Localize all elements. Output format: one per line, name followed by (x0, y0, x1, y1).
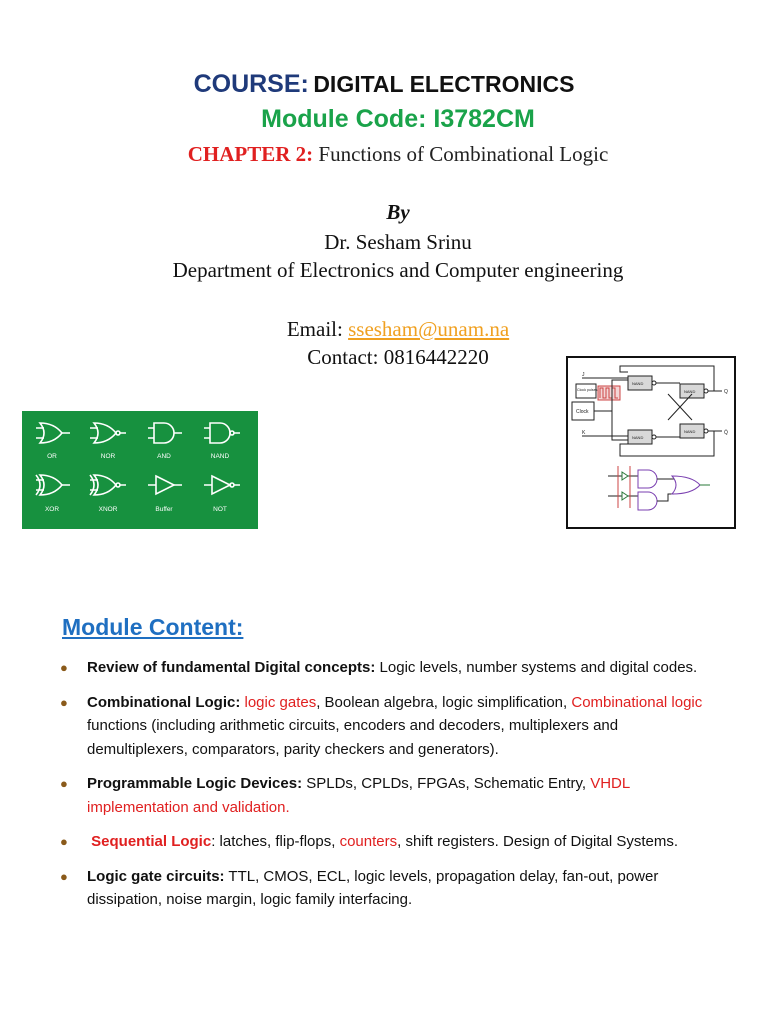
xnor-gate-icon (90, 475, 126, 495)
item-text: TTL, CMOS, ECL, logic levels, propagation delay, fan-out, power dissipation, noise margin, logic family interfacing. (87, 867, 659, 908)
item-text: functions (including arithmetic circuits, encoders and decoders, multiplexers and demultiplexers, comparators, parity checkers and generators). (87, 717, 619, 758)
list-item (60, 865, 710, 912)
logic-gates-svg (22, 411, 258, 529)
course-title (0, 70, 768, 99)
circuit-label-q-bar: Q̄ (724, 430, 728, 436)
buffer-gate-icon (148, 476, 182, 494)
gate-label-xnor: XNOR (98, 506, 118, 513)
circuit-label-j: J (582, 372, 585, 378)
circuit-label-nand-3: NAND (684, 389, 696, 394)
chapter-title (0, 142, 768, 167)
circuit-label-nand-2: NAND (632, 435, 644, 440)
email-label: Email: (286, 317, 343, 341)
contact-line: Contact: 0816442220 (307, 345, 489, 369)
bullet-icon: ● (60, 868, 68, 884)
item-text: Logic levels, number systems and digital codes. (375, 659, 698, 676)
item-heading: Sequential Logic (91, 833, 212, 850)
item-highlight: logic gates (244, 693, 317, 711)
circuit-label-q: Q (724, 389, 728, 395)
course-name: DIGITAL ELECTRONICS (313, 71, 575, 97)
by-label: By (386, 200, 410, 224)
gate-label-nor: NOR (100, 453, 116, 460)
gate-label-or: OR (47, 453, 57, 460)
course-label: COURSE: (193, 70, 309, 98)
bullet-icon: ● (60, 694, 68, 710)
circuit-label-k: K (582, 430, 586, 436)
department: Department of Electronics and Computer engineering (172, 258, 624, 282)
item-heading: Combinational Logic: (87, 693, 241, 711)
author-name: Dr. Sesham Srinu (324, 230, 472, 254)
email-line (0, 317, 768, 342)
email-link[interactable]: ssesham@unam.na (348, 317, 510, 341)
list-item (60, 830, 710, 854)
module-content-heading: Module Content: (62, 614, 244, 640)
gate-label-xor: XOR (44, 506, 60, 513)
gate-label-nand: NAND (210, 453, 230, 460)
circuit-label-clock: Clock (576, 409, 589, 415)
item-heading: Review of fundamental Digital concepts: (87, 659, 376, 676)
not-gate-icon (204, 476, 240, 494)
bullet-icon: ● (60, 834, 68, 849)
list-item (60, 772, 710, 819)
bullet-icon: ● (60, 660, 68, 675)
chapter-label: CHAPTER 2: (187, 142, 314, 166)
and-gate-icon (148, 423, 182, 443)
circuit-figure (566, 356, 736, 529)
or-gate-icon (36, 423, 70, 443)
item-highlight: Combinational logic (571, 693, 703, 711)
nor-gate-icon (90, 423, 126, 443)
item-text: , shift registers. Design of Digital Systems. (397, 833, 679, 850)
item-text: SPLDs, CPLDs, FPGAs, Schematic Entry, (302, 775, 591, 792)
bullet-icon: ● (60, 776, 68, 791)
list-item (60, 691, 710, 762)
gate-label-not: NOT (213, 506, 227, 513)
module-code: Module Code: I3782CM (261, 105, 535, 133)
module-content-list (60, 656, 710, 923)
gate-label-and: AND (157, 453, 171, 460)
item-text: , Boolean algebra, logic simplification, (316, 693, 572, 711)
list-item (60, 656, 710, 680)
gate-label-buffer: Buffer (155, 506, 173, 513)
circuit-label-nand-4: NAND (684, 429, 696, 434)
logic-gates-figure (22, 411, 258, 529)
nand-gate-icon (204, 423, 240, 443)
circuit-label-nand-1: NAND (632, 381, 644, 386)
xor-gate-icon (36, 475, 70, 495)
item-heading: Logic gate circuits: (87, 867, 225, 885)
chapter-name: Functions of Combinational Logic (318, 142, 609, 166)
item-text: : latches, flip-flops, (211, 833, 340, 850)
item-heading: Programmable Logic Devices: (87, 775, 303, 792)
item-highlight: counters (339, 833, 398, 850)
item-highlight: VHDL implementation and validation. (87, 775, 630, 816)
circuit-label-clock-pulses: Clock pulses (577, 388, 598, 392)
circuit-svg (568, 358, 734, 527)
